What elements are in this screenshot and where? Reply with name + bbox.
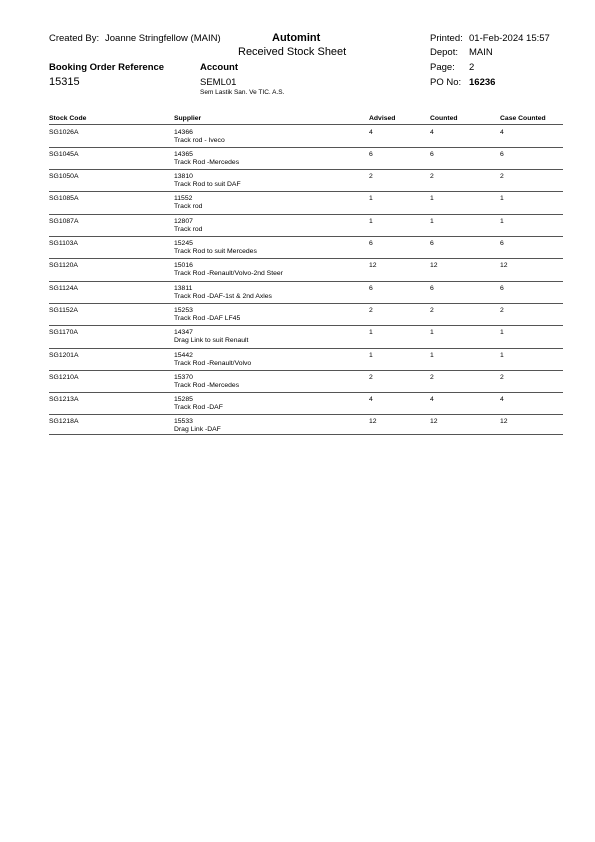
stock-code-cell: SG1213A [49,396,79,404]
counted-cell: 6 [430,284,434,292]
supplier-cell: 15016 [174,262,193,270]
po-number-label: PO No: [430,77,462,88]
counted-cell: 2 [430,173,434,181]
table-row [49,370,563,392]
account-code: SEML01 [200,77,237,88]
description-cell: Track Rod -DAF-1st & 2nd Axles [174,292,272,300]
advised-cell: 1 [369,329,373,337]
table-row [49,392,563,414]
advised-cell: 1 [369,351,373,359]
case-counted-cell: 2 [500,373,504,381]
col-counted: Counted [430,115,458,122]
stock-code-cell: SG1218A [49,418,79,426]
account-name: Sem Lastik San. Ve TIC. A.S. [200,89,285,96]
stock-code-cell: SG1124A [49,284,78,292]
description-cell: Track rod [174,225,203,233]
supplier-cell: 13810 [174,173,193,181]
supplier-cell: 14365 [174,150,193,158]
stock-code-cell: SG1120A [49,262,78,270]
counted-cell: 12 [430,262,438,270]
advised-cell: 2 [369,306,373,314]
description-cell: Track Rod -Mercedes [174,381,240,389]
table-row [49,325,563,347]
depot-label: Depot: [430,47,458,58]
case-counted-cell: 2 [500,173,504,181]
table-row [49,236,563,258]
counted-cell: 2 [430,373,434,381]
booking-ref-label: Booking Order Reference [49,62,165,73]
po-number-value: 16236 [469,77,496,88]
advised-cell: 2 [369,373,373,381]
page-number-label: Page: [430,62,455,73]
case-counted-cell: 1 [500,351,504,359]
supplier-cell: 15245 [174,240,193,247]
stock-code-cell: SG1210A [49,373,79,381]
col-advised: Advised [369,115,396,122]
supplier-cell: 11552 [174,195,193,203]
advised-cell: 1 [369,217,373,225]
supplier-cell: 14347 [174,329,193,337]
supplier-cell: 13811 [174,284,193,292]
supplier-cell: 15285 [174,396,193,404]
case-counted-cell: 12 [500,418,508,426]
advised-cell: 6 [369,240,373,247]
description-cell: Track Rod -Mercedes [174,158,240,166]
printed-value: 01-Feb-2024 15:57 [469,33,550,44]
depot-value: MAIN [469,47,493,58]
printed-label: Printed: [430,33,463,44]
counted-cell: 4 [430,396,434,404]
table-row [49,258,563,280]
description-cell: Track Rod -Renault/Volvo-2nd Steer [174,270,283,278]
table-row [49,147,563,169]
booking-ref-value: 15315 [49,76,80,88]
table-row [49,169,563,191]
table-row [49,281,563,303]
page-number-value: 2 [469,62,475,73]
supplier-cell: 15253 [174,306,193,314]
table-row [49,191,563,213]
supplier-cell: 15370 [174,373,193,381]
counted-cell: 12 [430,418,438,426]
description-cell: Drag Link to suit Renault [174,337,249,345]
counted-cell: 2 [430,306,434,314]
advised-cell: 4 [369,396,373,404]
counted-cell: 6 [430,150,434,158]
description-cell: Drag Link -DAF [174,426,221,434]
col-case-counted: Case Counted [500,115,546,122]
created-by-value: Joanne Stringfellow (MAIN) [105,33,221,44]
description-cell: Track rod - Iveco [174,136,225,144]
stock-code-cell: SG1103A [49,240,78,247]
advised-cell: 4 [369,128,373,136]
stock-code-cell: SG1085A [49,195,79,203]
case-counted-cell: 2 [500,306,504,314]
company-name: Automint [272,32,321,44]
description-cell: Track rod [174,203,203,211]
description-cell: Track Rod to suit DAF [174,181,241,189]
stock-code-cell: SG1050A [49,173,79,181]
table-bottom-divider [49,434,563,435]
advised-cell: 12 [369,418,377,426]
supplier-cell: 12807 [174,217,193,225]
account-label: Account [200,62,238,73]
supplier-cell: 15533 [174,418,193,426]
table-row [49,303,563,325]
supplier-cell: 14366 [174,128,193,136]
case-counted-cell: 12 [500,262,508,270]
case-counted-cell: 1 [500,195,504,203]
col-stock-code: Stock Code [49,115,87,122]
case-counted-cell: 1 [500,217,504,225]
supplier-cell: 15442 [174,351,193,359]
counted-cell: 1 [430,329,434,337]
case-counted-cell: 6 [500,240,504,247]
description-cell: Track Rod to suit Mercedes [174,248,257,255]
case-counted-cell: 4 [500,128,504,136]
stock-code-cell: SG1087A [49,217,79,225]
col-supplier: Supplier [174,115,202,122]
created-by-label: Created By: [49,33,100,44]
stock-code-cell: SG1026A [49,128,79,136]
case-counted-cell: 6 [500,284,504,292]
counted-cell: 6 [430,240,434,247]
counted-cell: 1 [430,351,434,359]
advised-cell: 12 [369,262,377,270]
counted-cell: 1 [430,217,434,225]
description-cell: Track Rod -Renault/Volvo [174,359,252,367]
counted-cell: 4 [430,128,434,136]
description-cell: Track Rod -DAF [174,404,223,412]
stock-code-cell: SG1045A [49,150,79,158]
table-row [49,214,563,236]
stock-code-cell: SG1152A [49,306,78,314]
advised-cell: 1 [369,195,373,203]
case-counted-cell: 1 [500,329,504,337]
description-cell: Track Rod -DAF LF45 [174,314,241,322]
case-counted-cell: 4 [500,396,504,404]
page-title: Received Stock Sheet [238,46,347,58]
advised-cell: 6 [369,284,373,292]
advised-cell: 2 [369,173,373,181]
table-row [49,348,563,370]
table-row [49,125,563,147]
stock-code-cell: SG1170A [49,329,78,337]
counted-cell: 1 [430,195,434,203]
advised-cell: 6 [369,150,373,158]
case-counted-cell: 6 [500,150,504,158]
stock-code-cell: SG1201A [49,351,79,359]
